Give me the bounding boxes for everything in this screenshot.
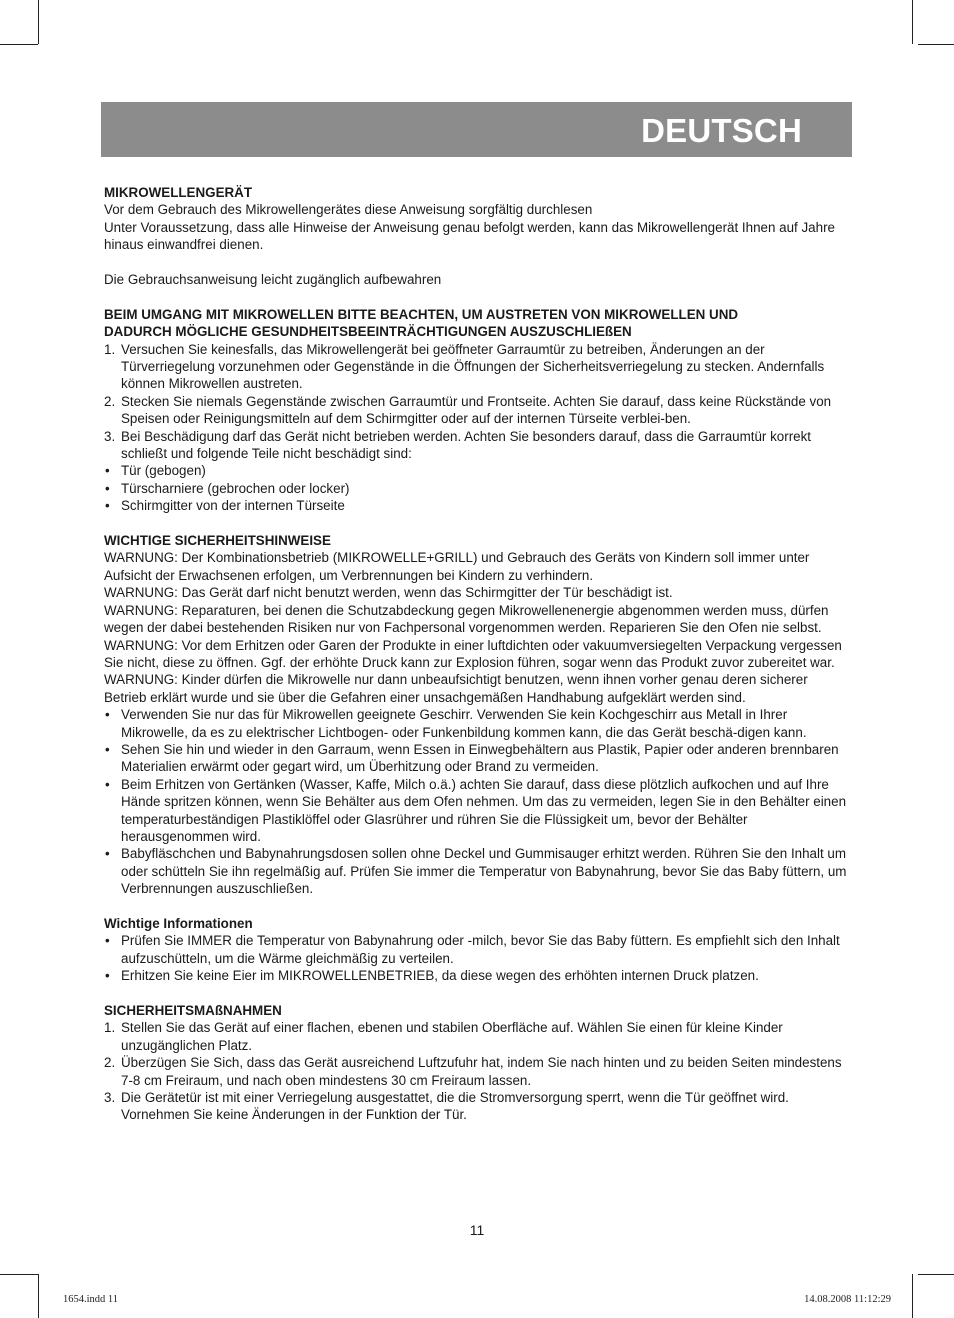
print-slug-file: 1654.indd 11 [63,1294,119,1305]
bullet-marker: • [105,741,110,757]
warning-paragraph: WARNUNG: Das Gerät darf nicht benutzt werden, wenn das Schirmgitter der Tür beschädigt ist. [104,585,673,601]
bullet-marker: • [105,707,110,723]
paragraph: Die Gebrauchsanweisung leicht zugänglich aufbewahren [104,272,442,288]
list-item [104,1054,850,1089]
crop-mark [918,44,954,45]
bullet-list [104,706,850,897]
bullet-list [104,462,850,514]
paragraph: Vor dem Gebrauch des Mikrowellengerätes diese Anweisung sorgfältig durchlesen [104,202,593,218]
warning-paragraph: WARNUNG: Reparaturen, bei denen die Schutzabdeckung gegen Mikrowellenenergie abgenommen werden muss, dürfen wegen der dabei bestehenden Risiken nur von Fachpersonal vorgenommen werden. Reparieren Sie den Ofen nie selbst. [104,602,829,636]
bullet-marker: • [105,846,110,862]
list-item-text: Die Gerätetür ist mit einer Verriegelung ausgestattet, die die Stromversorgung sperrt, wenn die Tür geöffnet wird. Vornehmen Sie keine Änderungen in der Funktion der Tür. [121,1090,789,1123]
list-item-text: Überzügen Sie Sich, dass das Gerät ausreichend Luftzufuhr hat, indem Sie nach hinten und zu beiden Seiten mindestens 7-8 cm Freiraum, und nach oben mindestens 30 cm Freiraum lassen. [121,1055,842,1088]
warning-paragraph: WARNUNG: Vor dem Erhitzen oder Garen der Produkte in einer luftdichten oder vakuumversiegelten Verpackung vergessen Sie nicht, diese zu öffnen. Ggf. der erhöhte Druck kann zur Explosion führen, sogar wenn das Produkt zuvor zubereitet war. [104,637,842,670]
list-item-text: Erhitzen Sie keine Eier im MIKROWELLENBETRIEB, da diese wegen des erhöhten internen Druck platzen. [121,968,759,984]
list-item [104,462,850,479]
list-marker: 1. [104,1020,116,1036]
list-item-text: Bei Beschädigung darf das Gerät nicht betrieben werden. Achten Sie besonders darauf, dass die Garraumtür korrekt schließt und folgende Teile nicht beschädigt sind: [121,428,812,462]
bullet-list [104,932,850,984]
list-item-text: Stellen Sie das Gerät auf einer flachen, ebenen und stabilen Oberfläche auf. Wählen Sie einen für kleine Kinder unzugänglichen Platz. [121,1020,783,1053]
heading-line: BEIM UMGANG MIT MIKROWELLEN BITTE BEACHTEN, UM AUSTRETEN VON MIKROWELLEN UND [104,306,739,322]
page-content [104,184,850,1124]
crop-mark [0,44,38,45]
crop-mark [38,1274,39,1318]
list-item [104,706,850,741]
section-heading-safety-notes: WICHTIGE SICHERHEITSHINWEISE [104,533,331,549]
bullet-marker: • [105,498,110,514]
section-heading-important-info: Wichtige Informationen [104,916,253,931]
list-marker: 2. [104,1055,116,1071]
list-item-text: Beim Erhitzen von Gertänken (Wasser, Kaffe, Milch o.ä.) achten Sie darauf, dass diese plötzlich aufkochen und auf Ihre Hände spritzen können, wenn Sie Behälter aus dem Ofen nehmen. Um das zu vermeiden, legen Sie in den Behälter einen temperaturbeständigen Plastiklöffel oder Glasrührer und rühren Sie die Flüssigkeit um, bevor der Behälter herausgenommen wird. [121,776,847,844]
list-marker: 2. [104,393,116,409]
crop-mark [912,0,913,44]
list-item [104,845,850,897]
crop-mark [0,1274,38,1275]
list-item [104,480,850,497]
list-item [104,497,850,514]
list-marker: 3. [104,1090,116,1106]
numbered-list [104,341,850,463]
print-slug-date: 14.08.2008 11:12:29 [804,1294,891,1305]
warning-paragraph: WARNUNG: Kinder dürfen die Mikrowelle nur dann unbeaufsichtigt benutzen, wenn ihnen vorher genau deren sicherer Betrieb erklärt wurde und sie über die Gefahren einer unsachgemäßen Handhabung aufgeklärt werden sind. [104,672,808,705]
list-item-text: Schirmgitter von der internen Türseite [121,498,345,514]
page-number: 11 [469,1222,485,1238]
crop-mark [38,0,39,44]
list-marker: 3. [104,428,116,444]
list-item-text: Versuchen Sie keinesfalls, das Mikrowellengerät bei geöffneter Garraumtür zu betreiben, Änderungen an der Türverriegelung vorzunehmen oder Gegenstände in die Öffnungen der Sicherheitsverriegelung zu stecken. Andernfalls können Mikrowellen austreten. [121,341,825,392]
list-marker: 1. [104,341,116,357]
list-item [104,741,850,776]
section-heading-microwave-caution [104,306,850,341]
list-item-text: Sehen Sie hin und wieder in den Garraum, wenn Essen in Einwegbehältern aus Plastik, Papier oder anderen brennbaren Materialien erwärmt oder gegart wird, um Überhitzung oder Brand zu vermeiden. [121,741,839,775]
list-item-text: Verwenden Sie nur das für Mikrowellen geeignete Geschirr. Verwenden Sie kein Kochgeschirr aus Metall in Ihrer Mikrowelle, da es zu elektrischer Lichtbogen- oder Funkenbildung kommen kann, die das Gerät beschä-digen kann. [121,707,807,740]
heading-line: DADURCH MÖGLICHE GESUNDHEITSBEEINTRÄCHTIGUNGEN AUSZUSCHLIEßEN [104,324,632,340]
list-item [104,1019,850,1054]
language-title: DEUTSCH [641,112,802,149]
bullet-marker: • [105,776,110,792]
list-item-text: Tür (gebogen) [121,463,206,479]
list-item-text: Prüfen Sie IMMER die Temperatur von Babynahrung oder -milch, bevor Sie das Baby füttern. Es empfiehlt sich den Inhalt aufzuschütteln, um die Wärme gleichmäßig zu verteilen. [121,933,840,966]
language-header-bar [101,102,852,157]
bullet-marker: • [105,933,110,949]
list-item [104,428,850,463]
list-item [104,393,850,428]
bullet-marker: • [105,480,110,496]
list-item-text: Türscharniere (gebrochen oder locker) [121,480,350,496]
list-item [104,932,850,967]
section-heading-safety-measures: SICHERHEITSMAßNAHMEN [104,1003,282,1019]
list-item [104,341,850,393]
list-item [104,1089,850,1124]
paragraph: Unter Voraussetzung, dass alle Hinweise der Anweisung genau befolgt werden, kann das Mikrowellengerät Ihnen auf Jahre hinaus einwandfrei dienen. [104,219,835,253]
list-item [104,967,850,984]
crop-mark [918,1274,954,1275]
numbered-list [104,1019,850,1123]
crop-mark [912,1274,913,1318]
section-heading-microwave: MIKROWELLENGERÄT [104,185,253,200]
bullet-marker: • [105,463,110,479]
warning-paragraph: WARNUNG: Der Kombinationsbetrieb (MIKROWELLE+GRILL) und Gebrauch des Geräts von Kindern soll immer unter Aufsicht der Erwachsenen erfolgen, um Verbrennungen bei Kindern zu verhindern. [104,550,810,583]
bullet-marker: • [105,968,110,984]
list-item [104,776,850,846]
list-item-text: Stecken Sie niemals Gegenstände zwischen Garraumtür und Frontseite. Achten Sie darauf, dass keine Rückstände von Speisen oder Reinigungsmitteln auf dem Schirmgitter oder auf der internen Türseite verblei-ben. [121,393,832,427]
list-item-text: Babyfläschchen und Babynahrungsdosen sollen ohne Deckel und Gummisauger erhitzt werden. Rühren Sie den Inhalt um oder schütteln Sie ihn regelmäßig auf. Prüfen Sie immer die Temperatur von Babynahrung, bevor Sie das Baby füttern, um Verbrennungen auszuschließen. [121,846,847,897]
